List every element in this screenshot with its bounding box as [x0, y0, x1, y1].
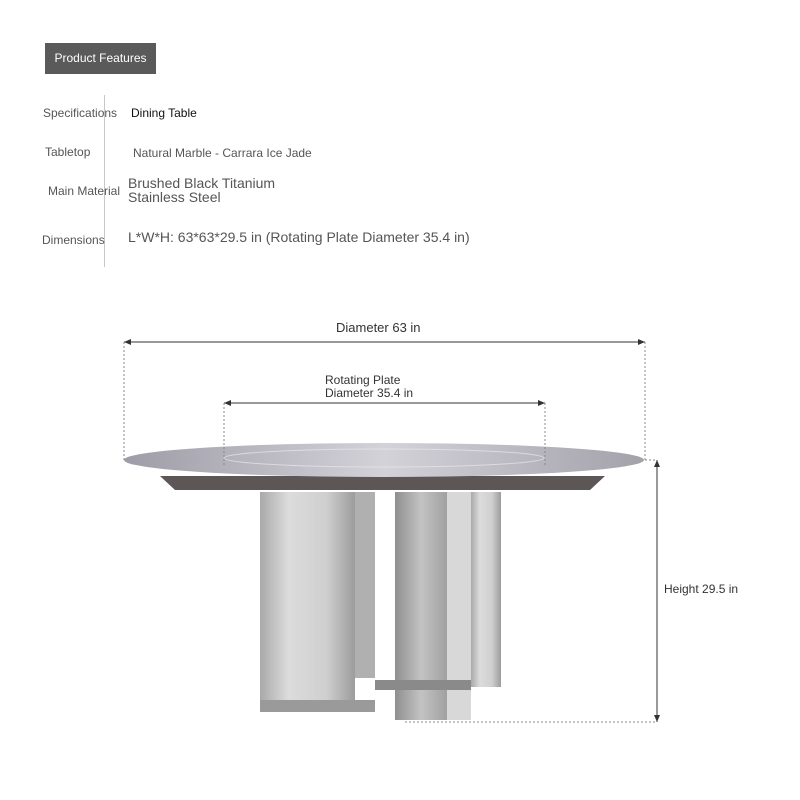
spec-value-tabletop: Natural Marble - Carrara Ice Jade	[133, 146, 312, 160]
material-line-2: Stainless Steel	[128, 189, 221, 205]
plate-label	[325, 374, 413, 400]
plate-label-line-1: Rotating Plate	[325, 373, 401, 387]
spec-value-specifications: Dining Table	[131, 106, 197, 120]
spec-label-tabletop: Tabletop	[45, 145, 91, 159]
diameter-label: Diameter 63 in	[336, 320, 421, 335]
spec-label-dimensions: Dimensions	[42, 233, 105, 247]
product-features-badge: Product Features	[45, 43, 156, 74]
material-line-1: Brushed Black Titanium	[128, 175, 276, 191]
spec-value-dimensions: L*W*H: 63*63*29.5 in (Rotating Plate Diameter 35.4 in)	[128, 229, 470, 245]
tabletop-surface	[124, 443, 644, 477]
tabletop-rim	[160, 476, 605, 490]
table-base	[260, 492, 501, 720]
spec-label-main-material: Main Material	[48, 184, 121, 198]
leg-inner-left	[355, 492, 375, 678]
base-cross	[375, 680, 471, 690]
leg-left	[260, 492, 355, 706]
table-top	[124, 443, 644, 490]
base-plate-left	[260, 700, 375, 712]
height-label: Height 29.5 in	[664, 582, 739, 596]
spec-label-specifications: Specifications	[43, 106, 118, 120]
leg-right	[471, 492, 501, 687]
plate-label-line-2: Diameter 35.4 in	[325, 386, 414, 400]
